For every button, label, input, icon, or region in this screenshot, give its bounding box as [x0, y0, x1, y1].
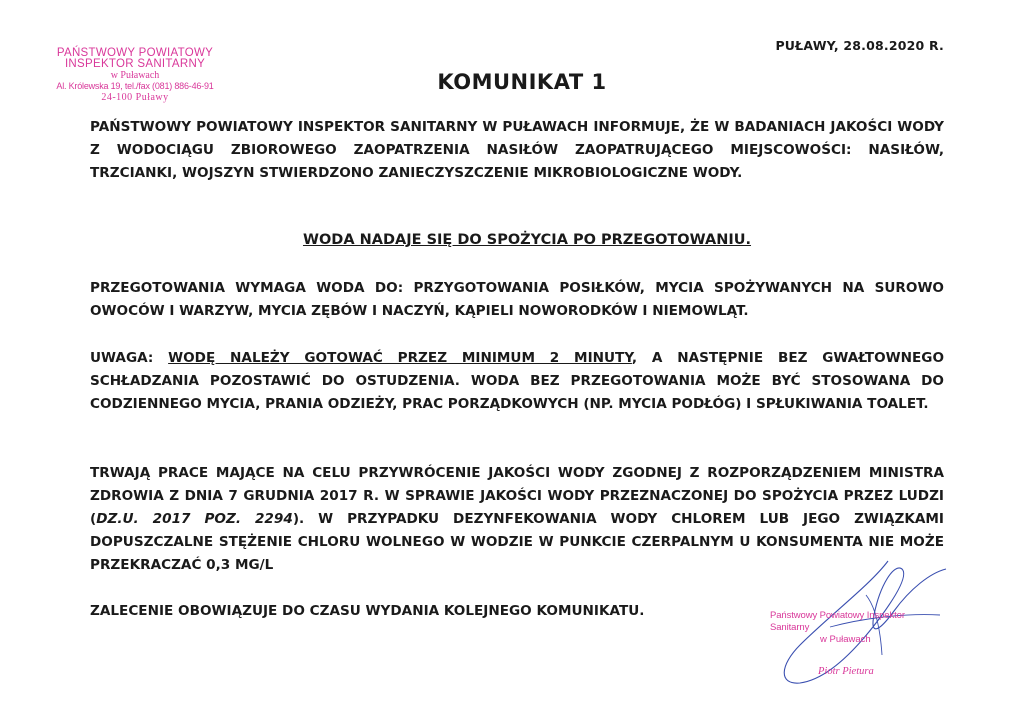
paragraph-intro: PAŃSTWOWY POWIATOWY INSPEKTOR SANITARNY W PUŁAWACH INFORMUJE, ŻE W BADANIACH JAKOŚCI WODY Z WODOCIĄGU ZBIOROWEGO ZAOPATRZENIA NASIŁÓW ZAOPATRUJĄCEGO MIEJSCOWOŚCI: NASIŁÓW, TRZCIANKI, WOJSZYN STWIERDZONO ZANIECZYSZCZENIE MIKROBIOLOGICZNE WODY. — [90, 119, 944, 181]
warning-prefix: UWAGA: — [90, 350, 169, 366]
stamp-bottom-name: Piotr Pietura — [818, 666, 874, 677]
paragraph-validity: ZALECENIE OBOWIĄZUJE DO CZASU WYDANIA KOLEJNEGO KOMUNIKATU. — [90, 603, 645, 619]
official-stamp-signature — [770, 610, 940, 678]
stamp-line-1: PAŃSTWOWY POWIATOWY — [56, 47, 214, 59]
stamp-bottom-line-1: Państwowy Powiatowy Inspektor Sanitarny — [770, 610, 905, 633]
document-date: PUŁAWY, 28.08.2020 R. — [775, 38, 944, 53]
warning-underlined: WODĘ NALEŻY GOTOWAĆ PRZEZ MINIMUM 2 MINUTY — [168, 350, 632, 366]
stamp-line-3: w Puławach — [110, 70, 160, 81]
regulation-part-1: TRWAJĄ PRACE MAJĄCE NA CELU PRZYWRÓCENIE JAKOŚCI WODY ZGODNEJ Z ROZPORZĄDZENIEM MINISTRA ZDROWIA Z DNIA 7 GRUDNIA 2017 R. W SPRAWIE JAKOŚCI WODY PRZEZNACZONEJ DO SPOŻYCIA PRZEZ LUDZI ( — [90, 465, 944, 527]
headline-text: WODA NADAJE SIĘ DO SPOŻYCIA PO PRZEGOTOWANIU. — [302, 232, 752, 248]
headline-paragraph — [0, 229, 1024, 252]
stamp-line-4: Al. Królewska 19, tel./fax (081) 886-46-91 — [56, 81, 214, 91]
warning-rest: , A NASTĘPNIE BEZ GWAŁTOWNEGO SCHŁADZANIA POZOSTAWIĆ DO OSTUDZENIA. WODA BEZ PRZEGOTOWANIA MOŻE BYĆ STOSOWANA DO CODZIENNEGO MYCIA, PRANIA ODZIEŻY, PRAC PORZĄDKOWYCH (NP. MYCIA PODŁÓG) I SPŁUKIWANIA TOALET. — [90, 350, 944, 412]
stamp-line-2: INSPEKTOR SANITARNY — [64, 58, 206, 70]
regulation-reference: DZ.U. 2017 POZ. 2294 — [96, 511, 293, 527]
paragraph-boiling-required: PRZEGOTOWANIA WYMAGA WODA DO: PRZYGOTOWANIA POSIŁKÓW, MYCIA SPOŻYWANYCH NA SUROWO OWOCÓW I WARZYW, MYCIA ZĘBÓW I NACZYŃ, KĄPIELI NOWORODKÓW I NIEMOWLĄT. — [90, 280, 944, 319]
stamp-line-5: 24-100 Puławy — [101, 92, 169, 103]
stamp-bottom-line-2: w Puławach — [820, 634, 871, 645]
document-title: KOMUNIKAT 1 — [437, 70, 607, 94]
regulation-part-2: ). W PRZYPADKU DEZYNFEKOWANIA WODY CHLOREM LUB JEGO ZWIĄZKAMI DOPUSZCZALNE STĘŻENIE CHLORU WOLNEGO W WODZIE W PUNKCIE CZERPALNYM U KONSUMENTA NIE MOŻE PRZEKRACZAĆ 0,3 MG/L — [90, 511, 944, 573]
paragraph-warning — [90, 347, 944, 416]
